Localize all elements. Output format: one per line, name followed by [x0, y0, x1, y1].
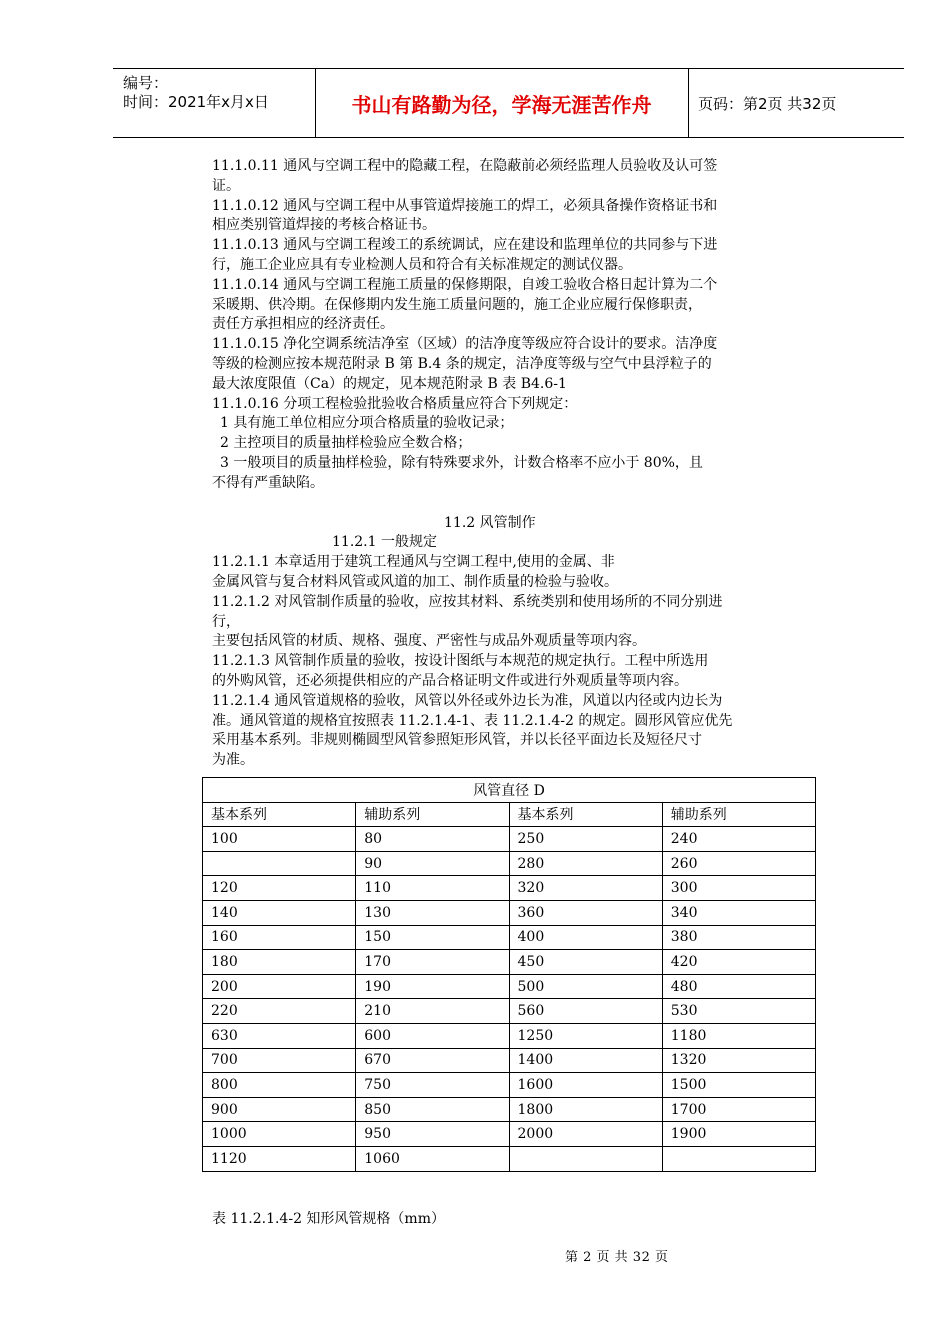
- table-cell: 160: [203, 925, 356, 950]
- text-line: 采暖期、供冷期。在保修期内发生施工质量问题的，施工企业应履行保修职责，: [212, 296, 702, 313]
- list-item: 1 具有施工单位相应分项合格质量的验收记录；: [220, 415, 514, 432]
- table-cell: 1500: [662, 1073, 815, 1098]
- table-cell: 560: [509, 999, 662, 1024]
- document-date: 时间：2021年x月x日: [123, 93, 269, 111]
- table-cell: [662, 1146, 815, 1171]
- text-line: 采用基本系列。非规则椭圆型风管参照矩形风管，并以长径平面边长及短径尺寸: [212, 732, 702, 749]
- table-cell: 260: [662, 851, 815, 876]
- text-line: 责任方承担相应的经济责任。: [212, 316, 394, 333]
- table-cell: 170: [356, 950, 509, 975]
- page-footer: 第 2 页 共 32 页: [565, 1250, 669, 1265]
- text-line: 证。: [212, 177, 240, 194]
- table-cell: 130: [356, 900, 509, 925]
- table-row: [203, 974, 816, 999]
- text-line: 11.2.1.1 本章适用于建筑工程通风与空调工程中,使用的金属、非: [212, 554, 615, 571]
- table-cell: 500: [509, 974, 662, 999]
- table-cell: 140: [203, 900, 356, 925]
- table-cell: 900: [203, 1097, 356, 1122]
- table-header-cell: 辅助系列: [356, 802, 509, 827]
- table-row: [203, 851, 816, 876]
- header-left-cell: [113, 69, 316, 137]
- table-cell: 280: [509, 851, 662, 876]
- table-cell: 450: [509, 950, 662, 975]
- table-row: [203, 999, 816, 1024]
- section-title: 11.2 风管制作: [444, 514, 536, 531]
- table-cell: 1320: [662, 1048, 815, 1073]
- duct-diameter-table: [202, 777, 816, 1172]
- table-row: [203, 1023, 816, 1048]
- text-line: 11.1.0.13 通风与空调工程竣工的系统调试，应在建设和监理单位的共同参与下进: [212, 237, 718, 254]
- table-cell: 150: [356, 925, 509, 950]
- table-cell: 600: [356, 1023, 509, 1048]
- header-middle-cell: [315, 69, 689, 137]
- table-row: [203, 1122, 816, 1147]
- subsection-title: 11.2.1 一般规定: [332, 534, 437, 551]
- table-cell: [509, 1146, 662, 1171]
- table-cell: [203, 851, 356, 876]
- table-caption-row: [203, 778, 816, 803]
- table-cell: 300: [662, 876, 815, 901]
- table-cell: 950: [356, 1122, 509, 1147]
- table-cell: 380: [662, 925, 815, 950]
- document-body: [212, 157, 808, 771]
- table-cell: 210: [356, 999, 509, 1024]
- table-cell: 1180: [662, 1023, 815, 1048]
- table-row: [203, 1048, 816, 1073]
- text-line: 行，: [212, 613, 240, 630]
- text-line: 11.1.0.15 净化空调系统洁净室（区域）的洁净度等级应符合设计的要求。洁净度: [212, 336, 718, 353]
- table-cell: 1600: [509, 1073, 662, 1098]
- table-cell: 340: [662, 900, 815, 925]
- table-row: [203, 925, 816, 950]
- table-cell: 1120: [203, 1146, 356, 1171]
- table-cell: 1400: [509, 1048, 662, 1073]
- text-line: 等级的检测应按本规范附录 B 第 B.4 条的规定，洁净度等级与空气中县浮粒子的: [212, 355, 712, 372]
- table-cell: 120: [203, 876, 356, 901]
- table-cell: 630: [203, 1023, 356, 1048]
- text-line: 11.2.1.2 对风管制作质量的验收，应按其材料、系统类别和使用场所的不同分别进: [212, 593, 723, 610]
- table-cell: 800: [203, 1073, 356, 1098]
- table-cell: 200: [203, 974, 356, 999]
- text-line: 相应类别管道焊接的考核合格证书。: [212, 217, 436, 234]
- text-line: 的外购风管，还必须提供相应的产品合格证明文件或进行外观质量等项内容。: [212, 672, 688, 689]
- text-line: 行，施工企业应具有专业检测人员和符合有关标准规定的测试仪器。: [212, 256, 632, 273]
- table-cell: 250: [509, 827, 662, 852]
- table-header-row: [203, 802, 816, 827]
- text-line: 不得有严重缺陷。: [212, 474, 324, 491]
- table-row: [203, 900, 816, 925]
- table-cell: 530: [662, 999, 815, 1024]
- table-row: [203, 1146, 816, 1171]
- table-cell: 90: [356, 851, 509, 876]
- table-cell: 2000: [509, 1122, 662, 1147]
- table-row: [203, 827, 816, 852]
- table-cell: 420: [662, 950, 815, 975]
- table-cell: 1900: [662, 1122, 815, 1147]
- list-item: 2 主控项目的质量抽样检验应全数合格；: [220, 435, 472, 452]
- text-line: 11.1.0.11 通风与空调工程中的隐藏工程，在隐蔽前必须经监理人员验收及认可签: [212, 158, 718, 174]
- table-cell: 360: [509, 900, 662, 925]
- document-number-label: 编号：: [123, 74, 169, 92]
- table-header-cell: 辅助系列: [662, 802, 815, 827]
- table-caption: 风管直径 D: [203, 778, 816, 803]
- table-cell: 220: [203, 999, 356, 1024]
- table-cell: 400: [509, 925, 662, 950]
- table-cell: 1700: [662, 1097, 815, 1122]
- table-row: [203, 1097, 816, 1122]
- table-row: [203, 950, 816, 975]
- header-motto: 书山有路勤为径，学海无涯苦作舟: [351, 93, 652, 117]
- text-line: 为准。: [212, 752, 254, 769]
- text-line: 11.1.0.16 分项工程检验批验收合格质量应符合下列规定：: [212, 395, 578, 412]
- text-line: 11.2.1.4 通风管道规格的验收，风管以外径或外边长为准，风道以内径或内边长为: [212, 692, 723, 709]
- next-table-caption: 表 11.2.1.4-2 知形风管规格（mm）: [212, 1211, 445, 1227]
- table-cell: 750: [356, 1073, 509, 1098]
- text-line: 准。通风管道的规格宜按照表 11.2.1.4-1、表 11.2.1.4-2 的规定。圆形风管应优先: [212, 712, 733, 729]
- table-cell: 80: [356, 827, 509, 852]
- text-line: 最大浓度限值（Ca）的规定，见本规范附录 B 表 B4.6-1: [212, 375, 567, 392]
- table-header-cell: 基本系列: [509, 802, 662, 827]
- table-cell: 1800: [509, 1097, 662, 1122]
- text-line: 11.1.0.12 通风与空调工程中从事管道焊接施工的焊工，必须具备操作资格证书和: [212, 197, 718, 214]
- table-row: [203, 1073, 816, 1098]
- spacer: [212, 494, 808, 514]
- table-cell: 100: [203, 827, 356, 852]
- table-cell: 670: [356, 1048, 509, 1073]
- table-cell: 700: [203, 1048, 356, 1073]
- table-cell: 110: [356, 876, 509, 901]
- list-item: 3 一般项目的质量抽样检验，除有特殊要求外，计数合格率不应小于 80%，且: [220, 454, 703, 471]
- table-header-cell: 基本系列: [203, 802, 356, 827]
- text-line: 11.2.1.3 风管制作质量的验收，按设计图纸与本规范的规定执行。工程中所选用: [212, 653, 709, 670]
- table-cell: 320: [509, 876, 662, 901]
- text-line: 主要包括风管的材质、规格、强度、严密性与成品外观质量等项内容。: [212, 633, 646, 650]
- table-cell: 1000: [203, 1122, 356, 1147]
- table-cell: 850: [356, 1097, 509, 1122]
- header-page-number: 页码：第2页 共32页: [698, 95, 837, 113]
- header-right-cell: [688, 69, 904, 137]
- table-cell: 190: [356, 974, 509, 999]
- table-cell: 1060: [356, 1146, 509, 1171]
- table-cell: 240: [662, 827, 815, 852]
- table-cell: 180: [203, 950, 356, 975]
- table-cell: 1250: [509, 1023, 662, 1048]
- page-header: [113, 68, 904, 138]
- table-cell: 480: [662, 974, 815, 999]
- text-line: 11.1.0.14 通风与空调工程施工质量的保修期限，自竣工验收合格日起计算为二个: [212, 276, 718, 293]
- text-line: 金属风管与复合材料风管或风道的加工、制作质量的检验与验收。: [212, 573, 618, 590]
- table-row: [203, 876, 816, 901]
